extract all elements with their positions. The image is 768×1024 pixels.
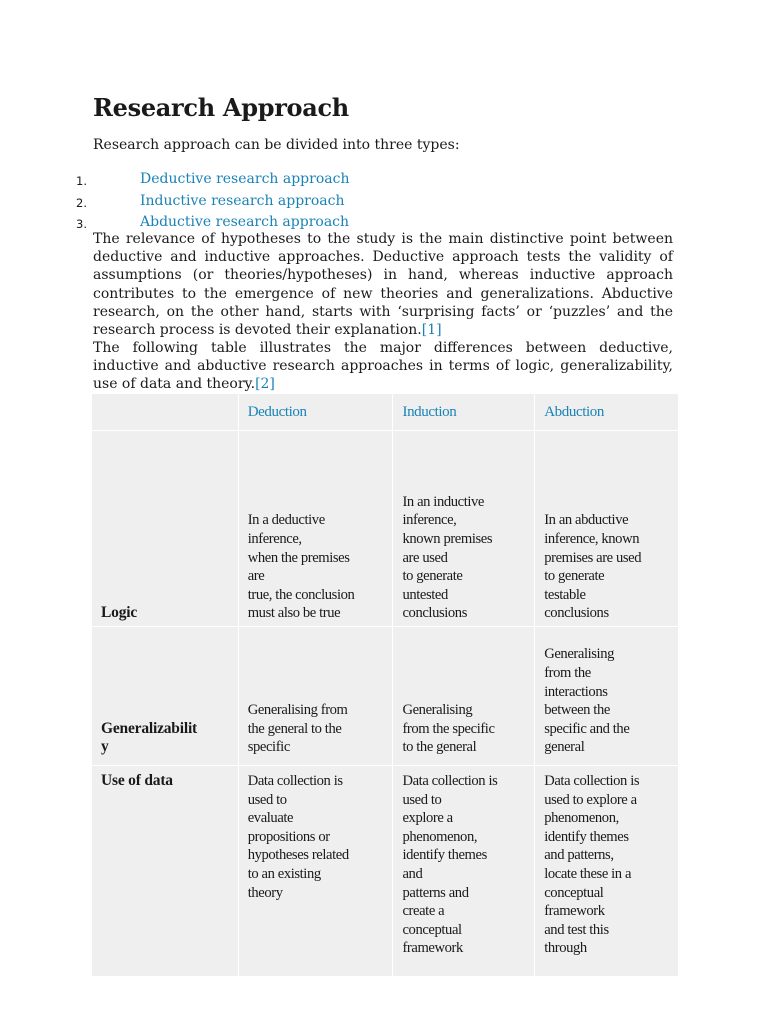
cell-line: Generalising [402,702,473,719]
cell-line: inference, known [544,531,640,548]
paragraph-text: The relevance of hypotheses to the study is the main distinctive point between deductive and inductive approaches. Deductive approach tests the validity of assumptions (or theories/hypotheses) in hand, whereas inductive approach contributes to the emergence of new theories and generalizations. Abductive research, on the other hand, starts with ‘surprising facts’ or ‘puzzles’ and the research process is devoted their explanation. [93,231,673,339]
cell-line: and test this [544,921,609,938]
table-cell [393,627,535,766]
cell-line: conclusions [402,605,467,622]
cell-line: In a deductive [247,512,325,529]
table-cell [393,766,535,977]
cell-line: explore a [402,810,453,827]
cell-line: framework [402,940,463,957]
table-cell [238,431,393,627]
cell-line: propositions or [247,828,330,845]
cell-line: must also be true [247,605,341,622]
cell-line: when the premises [247,549,350,566]
cell-line: Data collection is [544,773,640,789]
table-header-cell [92,394,239,431]
header-induction: Induction [393,394,535,431]
cell-line: specific [247,739,290,756]
cell-line: In an inductive [402,493,485,510]
paragraph-text: The following table illustrates the major differences between deductive, inductive and abductive research approaches in terms of logic, generalizability, use of data and theory. [93,340,673,393]
cell-line: Generalising [544,646,614,663]
table-row [92,627,679,766]
cell-line: interactions [544,683,608,700]
cell-line: Data collection is [402,773,498,789]
cell-line: to the general [402,739,477,756]
cell-line: Generalizabilit [101,719,198,737]
table-cell [393,431,535,627]
cell-line: inference, [402,512,457,529]
cell-line: identify themes [544,828,629,845]
cell-line: through [544,940,587,957]
abductive-approach-link[interactable]: Abductive research approach [140,214,350,230]
cell-line: testable [544,586,586,603]
cell-line: to an existing [247,865,321,882]
cell-line: known premises [402,531,493,548]
list-number: 1. [76,174,87,188]
cell-line: used to explore a [544,791,637,808]
footnote-ref-1[interactable]: [1] [421,322,442,339]
table-intro-paragraph [93,339,673,394]
cell-line: locate these in a [544,865,632,882]
cell-line: premises are used [544,549,642,566]
cell-line: framework [544,903,605,920]
cell-line: phenomenon, [544,810,619,827]
cell-line: from the [544,665,591,682]
table-cell [535,627,679,766]
table-row [92,766,679,977]
cell-line: and patterns, [544,847,614,864]
table-cell [238,766,393,977]
row-label-logic: Logic [92,431,239,627]
cell-line: conceptual [402,921,462,938]
cell-line: to generate [402,568,463,585]
cell-line: evaluate [247,810,294,827]
cell-line: y [101,738,109,756]
cell-line: specific and the [544,720,630,737]
list-number: 2. [76,195,87,210]
table-cell [535,431,679,627]
cell-line: are used [402,549,448,566]
cell-line: used to [247,791,287,808]
research-types-list [0,170,768,235]
cell-line: identify themes [402,847,487,864]
table-cell [535,766,679,977]
table-header-row [92,394,679,431]
cell-line: general [544,739,585,756]
cell-line: create a [402,903,445,920]
footnote-ref-2[interactable]: [2] [255,376,275,393]
header-deduction: Deduction [238,394,393,431]
cell-line: In an abductive [544,512,629,529]
relevance-paragraph [93,230,673,339]
page-title: Research Approach [93,93,349,122]
intro-text: Research approach can be divided into three types: [93,137,460,153]
comparison-table [91,393,679,977]
cell-line: the general to the [247,720,342,737]
list-item [0,170,768,192]
cell-line: theory [247,884,283,901]
cell-line: Data collection is [247,773,343,789]
row-label-generalizability [92,627,239,766]
cell-line: conclusions [544,605,609,622]
cell-line: true, the conclusion [247,586,355,603]
cell-line: between the [544,702,610,719]
table-cell [238,627,393,766]
header-abduction: Abduction [535,394,679,431]
cell-line: are [247,568,265,585]
cell-line: hypotheses related [247,847,349,864]
cell-line: from the specific [402,720,495,737]
cell-line: patterns and [402,884,469,901]
cell-line: conceptual [544,884,604,901]
cell-line: to generate [544,568,605,585]
row-label-use-of-data: Use of data [92,766,239,977]
cell-line: inference, [247,531,302,548]
cell-line: phenomenon, [402,828,478,845]
cell-line: used to [402,791,442,808]
cell-line: Generalising from [247,702,348,719]
table-row [92,431,679,627]
inductive-approach-link[interactable]: Inductive research approach [140,192,345,209]
deductive-approach-link[interactable]: Deductive research approach [140,171,350,187]
list-item [0,192,768,214]
list-number: 3. [76,217,87,231]
cell-line: untested [402,586,448,603]
cell-line: and [402,865,423,882]
